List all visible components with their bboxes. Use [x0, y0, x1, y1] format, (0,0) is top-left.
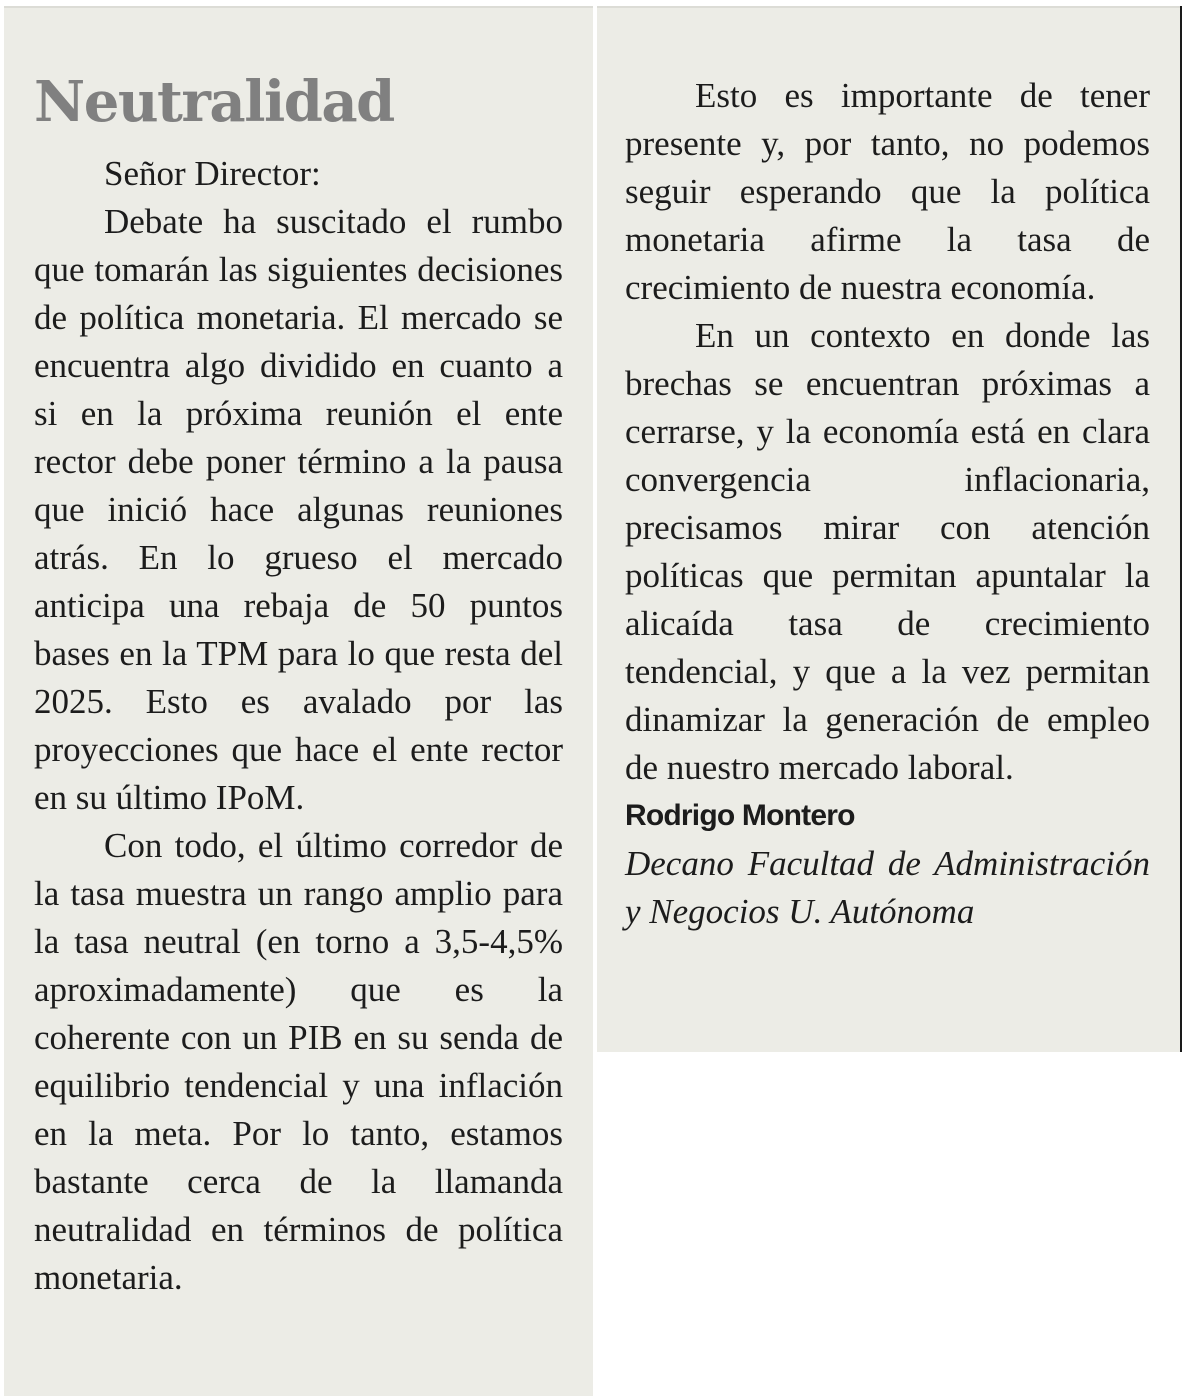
- salutation: Señor Director:: [104, 154, 321, 193]
- letter-title: Neutralidad: [34, 69, 394, 135]
- letter-column-left: [4, 6, 593, 1396]
- paragraph-4: En un contexto en donde las brechas se encuentran próximas a cerrarse, y la economía está en clara convergencia inflacionaria, precisamos mirar con atención políticas que permitan apuntalar la alicaída tasa de crecimiento tendencial, y que a la vez permitan dinamizar la generación de empleo de nuestro mercado laboral.: [625, 316, 1150, 787]
- paragraph-3: Esto es importante de tener presente y, por tanto, no podemos seguir esperando que la política monetaria afirme la tasa de crecimiento de nuestra economía.: [625, 76, 1150, 307]
- column-top-rule: [597, 6, 1180, 8]
- letter-column-right: [597, 6, 1182, 1052]
- paragraph-2: Con todo, el último corredor de la tasa muestra un rango amplio para la tasa neutral (en torno a 3,5-4,5% aproximadamente) que es la coherente con un PIB en su senda de equilibrio tendencial y una inflación en la meta. Por lo tanto, estamos bastante cerca de la llamanda neutralidad en términos de política monetaria.: [34, 826, 563, 1297]
- paragraph-1: Debate ha suscitado el rumbo que tomarán las siguientes decisiones de política monetaria. El mercado se encuentra algo dividido en cuanto a si en la próxima reunión el ente rector debe poner término a la pausa que inició hace algunas reuniones atrás. En lo grueso el mercado anticipa una rebaja de 50 puntos bases en la TPM para lo que resta del 2025. Esto es avalado por las proyecciones que hace el ente rector en su último IPoM.: [34, 202, 563, 817]
- author-title: Decano Facultad de Administración y Negocios U. Autónoma: [625, 844, 1150, 931]
- author-name: Rodrigo Montero: [625, 799, 855, 832]
- column-top-rule: [4, 6, 593, 8]
